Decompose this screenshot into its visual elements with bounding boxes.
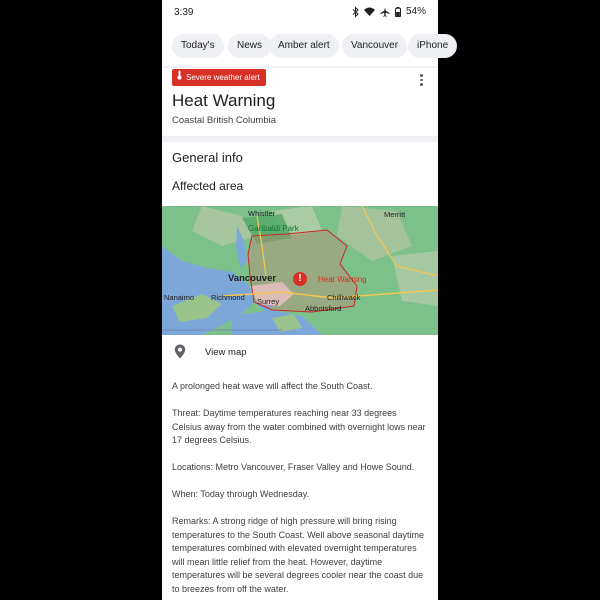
when-paragraph: When: Today through Wednesday. (172, 489, 310, 499)
severe-weather-badge (172, 69, 266, 86)
battery-icon (395, 7, 401, 17)
warning-marker-icon: ! (293, 272, 307, 286)
map-label-abbotsford: Abbotsford (305, 304, 342, 313)
chip-news[interactable]: News (228, 34, 271, 58)
topic-chips (162, 32, 449, 62)
map-label-heat-warning: Heat Warning (318, 275, 367, 284)
map-label-nanaimo: Nanaimo (164, 293, 195, 302)
right-letterbox (438, 0, 600, 600)
view-map-label: View map (205, 347, 247, 358)
status-icons (352, 6, 426, 17)
chip-iphone[interactable]: iPhone (408, 34, 457, 58)
airplane-icon (380, 7, 390, 17)
threat-paragraph: Threat: Daytime temperatures reaching near 33 degrees Celsius away from the water combined with overnight lows near 17 degrees Celsius. (172, 408, 426, 445)
badge-label: Severe weather alert (186, 73, 260, 82)
map-label-chilliwack: Chilliwack (327, 293, 361, 302)
map-label-richmond: Richmond (211, 293, 245, 302)
map-label-surrey: Surrey (257, 297, 280, 306)
affected-area-map[interactable] (162, 206, 438, 335)
left-letterbox (0, 0, 162, 600)
map-label-vancouver: Vancouver (228, 273, 277, 284)
alert-title: Heat Warning (172, 91, 276, 110)
chips-divider (162, 66, 438, 68)
locations-paragraph: Locations: Metro Vancouver, Fraser Valley and Howe Sound. (172, 462, 415, 472)
section-separator (162, 136, 438, 142)
map-graphic (162, 206, 438, 335)
general-info-heading: General info (172, 150, 243, 165)
phone-screen (162, 0, 449, 600)
map-label-whistler: Whistler (248, 209, 276, 218)
map-label-garibaldi: Garibaldi Park (248, 224, 299, 233)
status-bar (162, 0, 438, 26)
chip-amber-alert[interactable]: Amber alert (269, 34, 339, 58)
more-options-icon[interactable] (420, 74, 424, 88)
alert-region: Coastal British Columbia (172, 115, 277, 126)
status-time: 3:39 (174, 7, 194, 18)
thermometer-icon (177, 69, 182, 86)
wifi-icon (364, 7, 375, 16)
view-map-row[interactable] (162, 340, 438, 366)
description-paragraph: A prolonged heat wave will affect the South Coast. (172, 381, 373, 391)
location-pin-icon (174, 344, 186, 364)
chip-todays[interactable]: Today's (172, 34, 224, 58)
bluetooth-icon (352, 7, 359, 17)
map-label-merritt: Merritt (384, 210, 406, 219)
battery-percent: 54% (405, 6, 426, 17)
chip-vancouver[interactable]: Vancouver (342, 34, 407, 58)
affected-area-heading: Affected area (172, 179, 244, 193)
remarks-paragraph: Remarks: A strong ridge of high pressure will bring rising temperatures to the South Coast. Well above seasonal daytime temperatures combined with elevated overnight temperatures will mean little relief from the heat. However, daytime temperatures will be several degrees cooler near the coast due to breezes from off the water. (172, 516, 424, 594)
